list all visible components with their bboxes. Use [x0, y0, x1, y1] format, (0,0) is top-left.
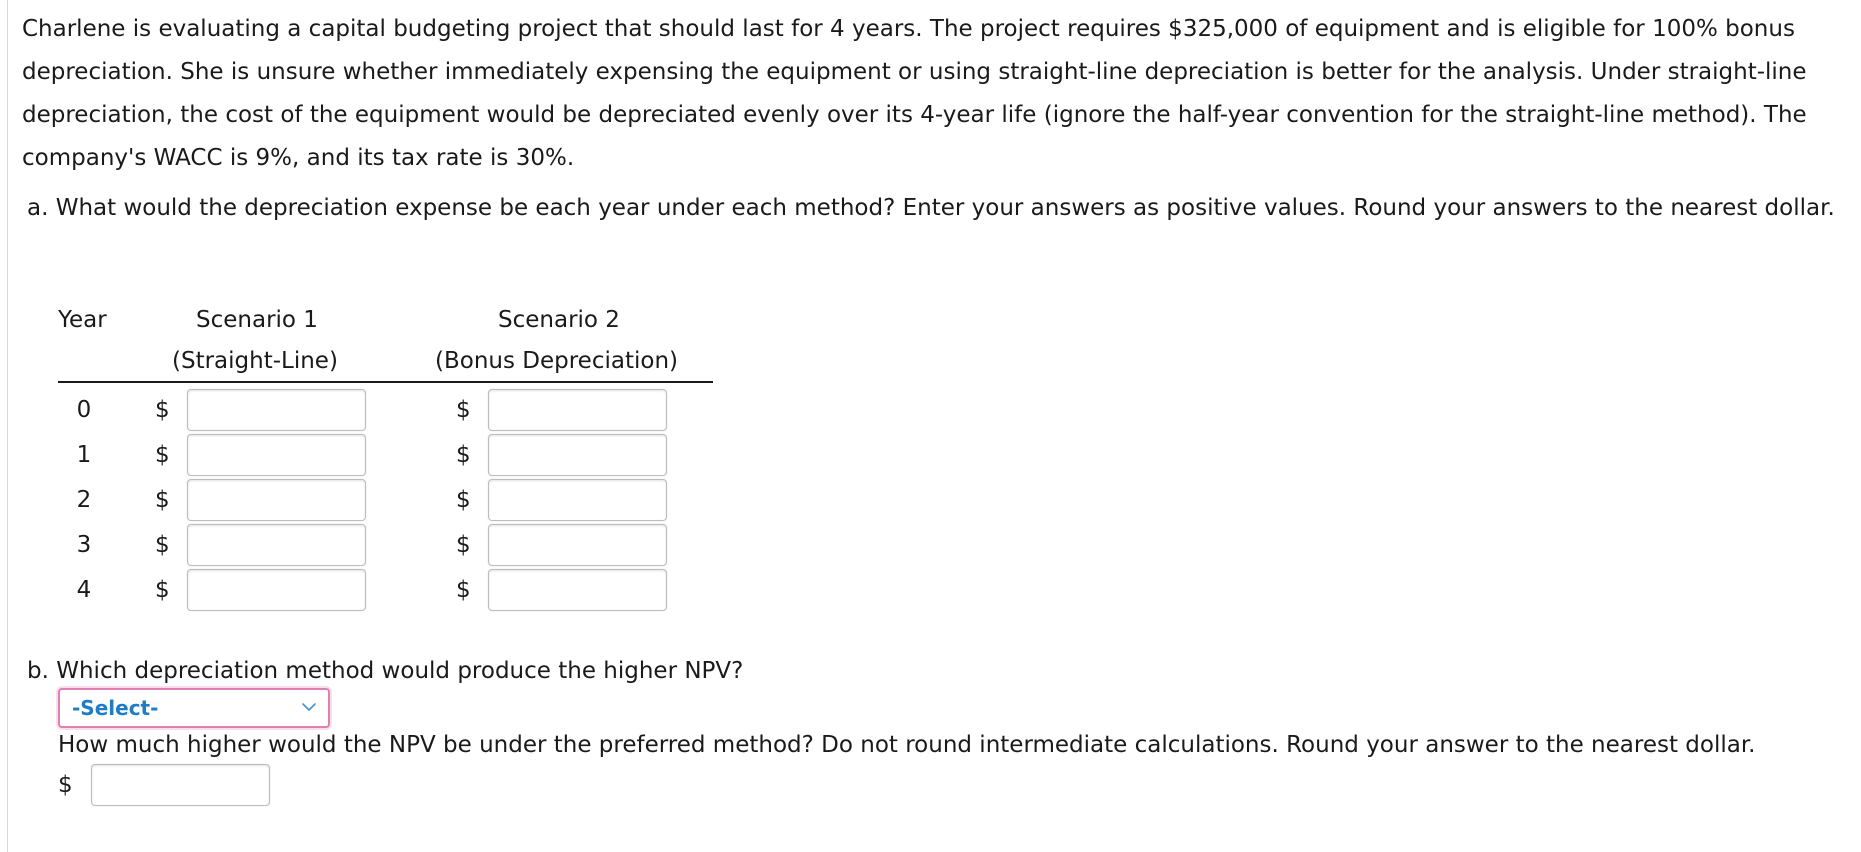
currency-symbol: $ [58, 772, 73, 798]
table-header-year: Year [58, 307, 107, 333]
scenario2-year3-input[interactable] [488, 524, 667, 566]
currency-symbol: $ [155, 397, 170, 423]
table-row-year: 0 [76, 397, 92, 423]
scenario1-year0-input[interactable] [187, 389, 366, 431]
currency-symbol: $ [155, 487, 170, 513]
method-select-value: -Select- [72, 696, 159, 720]
table-row-year: 2 [76, 487, 92, 513]
question-b [27, 653, 743, 689]
currency-symbol: $ [155, 532, 170, 558]
method-select-dropdown[interactable] [58, 688, 330, 728]
question-a [27, 190, 1857, 226]
question-a-body: What would the depreciation expense be each year under each method? Enter your answers as positive values. Round your answers to the nearest dollar. [55, 195, 1835, 221]
npv-difference-input[interactable] [91, 764, 270, 806]
scenario2-year4-input[interactable] [488, 569, 667, 611]
scenario1-year2-input[interactable] [187, 479, 366, 521]
currency-symbol: $ [155, 442, 170, 468]
table-header-rule [58, 381, 713, 383]
table-row-year: 1 [76, 442, 92, 468]
scenario1-year3-input[interactable] [187, 524, 366, 566]
currency-symbol: $ [456, 487, 471, 513]
currency-symbol: $ [456, 397, 471, 423]
currency-symbol: $ [456, 442, 471, 468]
table-header-scenario2: Scenario 2 [498, 307, 620, 333]
currency-symbol: $ [155, 577, 170, 603]
table-header-scenario1: Scenario 1 [196, 307, 318, 333]
scenario2-year1-input[interactable] [488, 434, 667, 476]
question-a-text [27, 190, 1857, 226]
left-border-rule [7, 0, 8, 852]
table-header-scenario1-subtitle: (Straight-Line) [172, 348, 338, 374]
scenario2-year0-input[interactable] [488, 389, 667, 431]
scenario2-year2-input[interactable] [488, 479, 667, 521]
question-b-text: Which depreciation method would produce the higher NPV? [56, 658, 744, 684]
question-b-followup: How much higher would the NPV be under the preferred method? Do not round intermediate calculations. Round your answer to the nearest dollar. [58, 732, 1756, 758]
currency-symbol: $ [456, 577, 471, 603]
table-row-year: 4 [76, 577, 92, 603]
scenario1-year4-input[interactable] [187, 569, 366, 611]
question-b-label: b. [27, 658, 49, 684]
scenario1-year1-input[interactable] [187, 434, 366, 476]
currency-symbol: $ [456, 532, 471, 558]
table-row-year: 3 [76, 532, 92, 558]
table-header-scenario2-subtitle: (Bonus Depreciation) [435, 348, 678, 374]
problem-intro: Charlene is evaluating a capital budgeting project that should last for 4 years. The project requires $325,000 of equipment and is eligible for 100% bonus depreciation. She is unsure whether immediately expensing the equipment or using straight-line depreciation is better for the analysis. Under straight-line depreciation, the cost of the equipment would be depreciated evenly over its 4-year life (ignore the half-year convention for the straight-line method). The company's WACC is 9%, and its tax rate is 30%. [22, 16, 1807, 171]
chevron-down-icon [300, 698, 318, 716]
question-a-label: a. [27, 195, 49, 221]
